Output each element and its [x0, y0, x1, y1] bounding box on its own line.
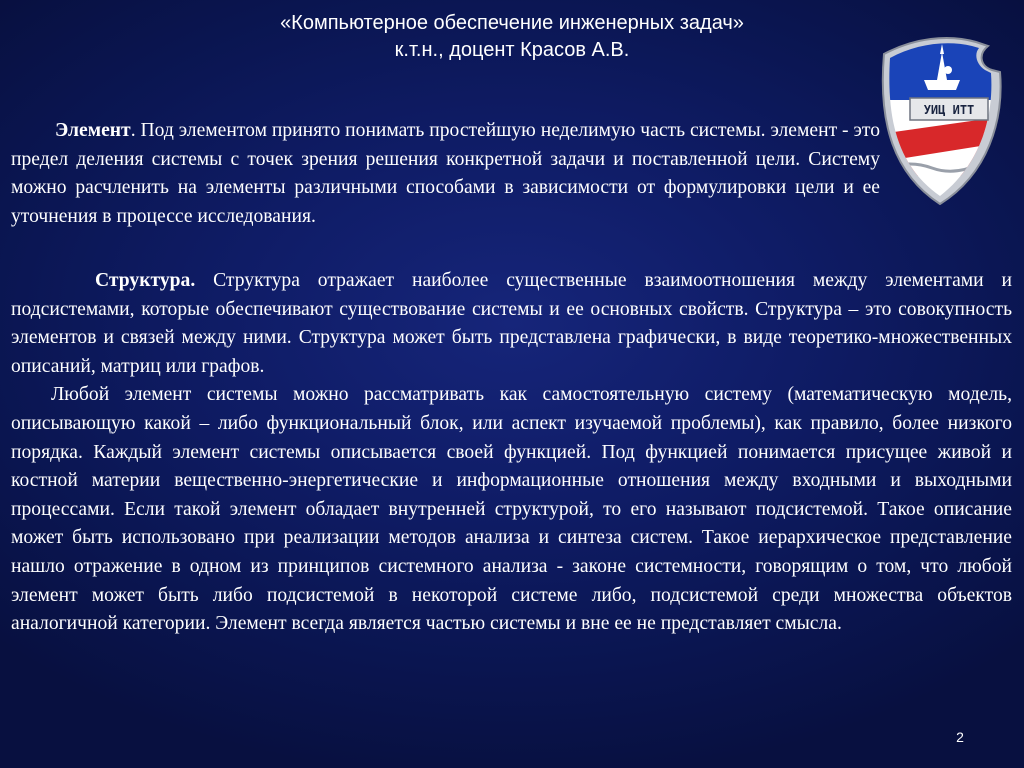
- uic-itt-logo: [880, 36, 1006, 206]
- title-line-2: к.т.н., доцент Красов А.В.: [394, 39, 630, 61]
- title-line-1: «Компьютерное обеспечение инженерных задач»: [280, 12, 744, 34]
- structure-paragraph: [11, 267, 1012, 381]
- element-definition: . Под элементом принято понимать простейшую неделимую часть системы. элемент - это предел деления системы с точек зрения решения конкретной задачи и поставленной цели. Систему можно расчленить на элементы различными способами в зависимости от формулировки цели и ее уточнения в процессе исследования.: [11, 120, 880, 227]
- structure-definition: Структура отражает наиболее существенные взаимоотношения между элементами и подсистемами, которые обеспечивают существование системы и ее основных свойств. Структура – это совокупность элементов и связей между ними. Структура может быть представлена графически, в виде теоретико-множественных описаний, матриц или графов.: [11, 270, 1012, 377]
- structure-block: [11, 267, 1012, 639]
- logo-text: УИЦ ИТТ: [923, 103, 975, 117]
- structure-term: Структура.: [95, 270, 196, 291]
- page-number: 2: [956, 729, 964, 745]
- slide-title: [0, 10, 1024, 64]
- element-paragraph: [11, 117, 880, 231]
- any-element-paragraph: Любой элемент системы можно рассматривать как самостоятельную систему (математическую модель, описывающую какой – либо функциональный блок, или аспект изучаемой проблемы), как правило, более низкого порядка. Каждый элемент системы описывается своей функцией. Под функцией понимается присущее живой и костной материи вещественно-энергетические и информационные отношения между входными и выходными процессами. Если такой элемент обладает внутренней структурой, то его называют подсистемой. Такое описание может быть использовано при реализации методов анализа и синтеза систем. Такое иерархическое представление нашло отражение в одном из принципов системного анализа - законе системности, говорящим о том, что любой элемент может быть либо подсистемой в некоторой системе либо, подсистемой среди множества объектов аналогичной категории. Элемент всегда является частью системы и вне ее не представляет смысла.: [11, 384, 1012, 635]
- element-term: Элемент: [55, 120, 131, 141]
